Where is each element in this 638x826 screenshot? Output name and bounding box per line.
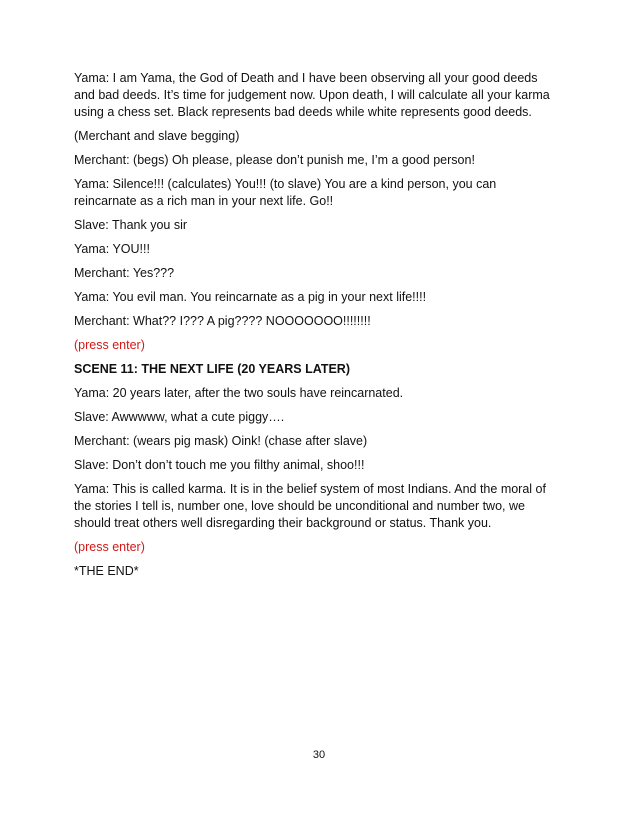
script-body (74, 70, 574, 587)
yama-silence-line: Yama: Silence!!! (calculates) You!!! (to slave) You are a kind person, you can reincarnate as a rich man in your next life. Go!! (74, 177, 497, 208)
yama-pig-line: Yama: You evil man. You reincarnate as a pig in your next life!!!! (74, 290, 427, 304)
yama-you-line: Yama: YOU!!! (74, 242, 150, 256)
slave-shoo-line: Slave: Don’t don’t touch me you filthy animal, shoo!!! (74, 458, 365, 472)
slave-thanks-line: Slave: Thank you sir (74, 218, 188, 232)
merchant-begs-line: Merchant: (begs) Oh please, please don’t punish me, I’m a good person! (74, 153, 475, 167)
yama-judgement-line: Yama: I am Yama, the God of Death and I have been observing all your good deeds and bad deeds. It’s time for judgement now. Upon death, I will calculate all your karma using a chess set. Black represents bad deeds while white represents good deeds. (74, 71, 550, 119)
press-enter-cue-2: (press enter) (74, 540, 145, 554)
the-end-line: *THE END* (74, 564, 139, 578)
page-number: 30 (312, 749, 326, 761)
stage-direction-begging: (Merchant and slave begging) (74, 129, 240, 143)
slave-piggy-line: Slave: Awwwww, what a cute piggy…. (74, 410, 285, 424)
scene-heading: SCENE 11: THE NEXT LIFE (20 YEARS LATER) (74, 362, 350, 376)
yama-moral-line: Yama: This is called karma. It is in the belief system of most Indians. And the moral of the stories I tell is, number one, love should be unconditional and number two, we should treat others well disregarding their background or status. Thank you. (74, 482, 546, 530)
merchant-oink-line: Merchant: (wears pig mask) Oink! (chase after slave) (74, 434, 368, 448)
merchant-what-line: Merchant: What?? I??? A pig???? NOOOOOOO!!!!!!!! (74, 314, 371, 328)
yama-20-years-line: Yama: 20 years later, after the two souls have reincarnated. (74, 386, 404, 400)
press-enter-cue: (press enter) (74, 338, 145, 352)
merchant-yes-line: Merchant: Yes??? (74, 266, 175, 280)
